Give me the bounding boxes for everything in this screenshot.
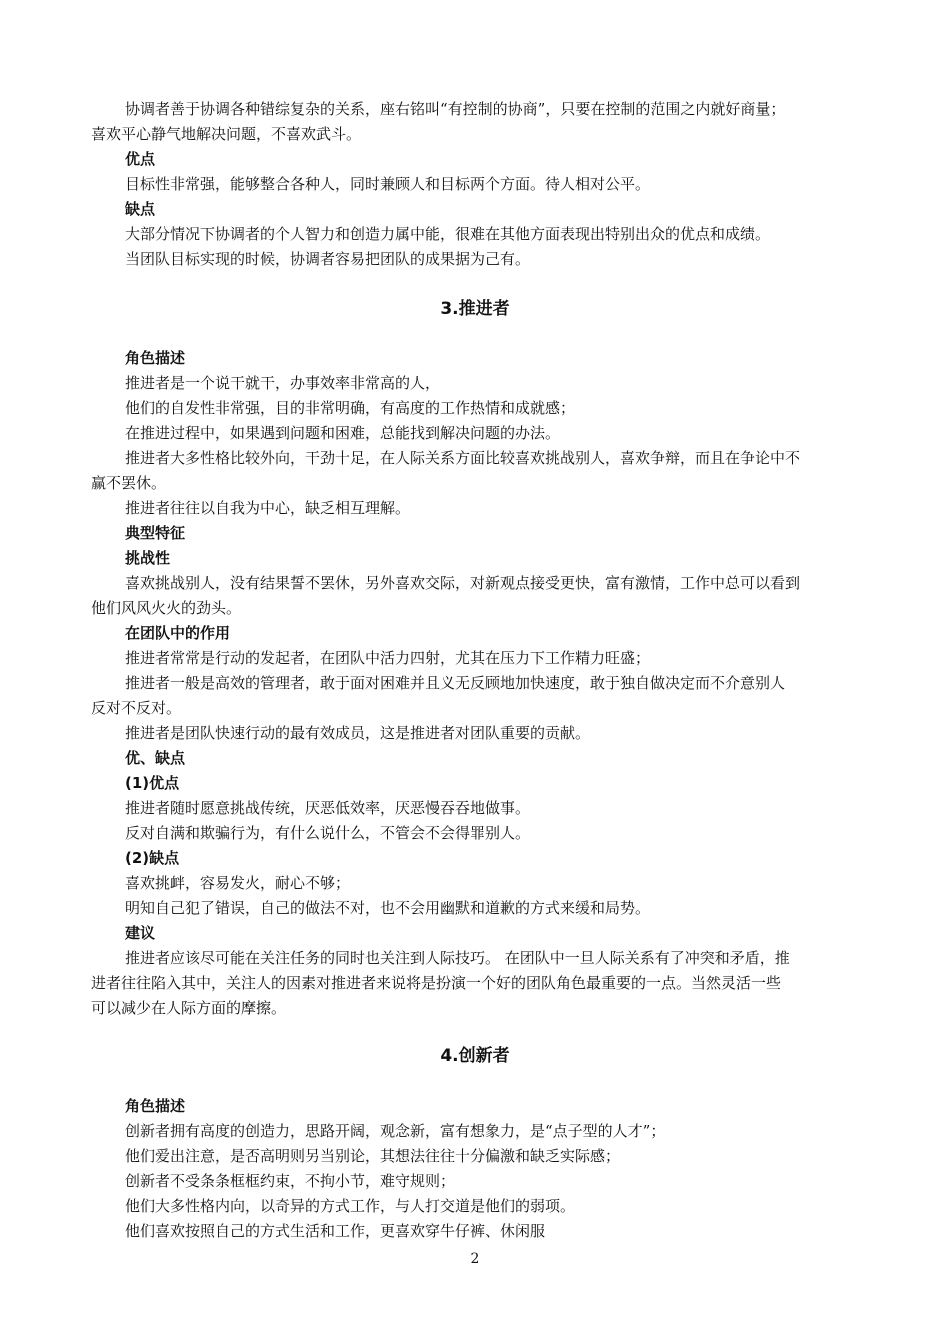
- paragraph: 推进者是团队快速行动的最有效成员，这是推进者对团队重要的贡献。: [125, 724, 591, 742]
- paragraph: 创新者拥有高度的创造力，思路开阔，观念新，富有想象力，是“点子型的人才”；: [125, 1122, 666, 1140]
- paragraph: 推进者常常是行动的发起者，在团队中活力四射，尤其在压力下工作精力旺盛；: [125, 649, 651, 667]
- paragraph: 推进者往往以自我为中心，缺乏相互理解。: [125, 499, 411, 517]
- paragraph-continuation: 可以减少在人际方面的摩擦。: [91, 999, 287, 1017]
- heading-pros-cons: 优、缺点: [125, 749, 186, 767]
- paragraph: 推进者应该尽可能在关注任务的同时也关注到人际技巧。 在团队中一旦人际关系有了冲突和矛盾，推: [125, 949, 790, 967]
- heading-cons: (2)缺点: [125, 849, 180, 867]
- paragraph: 反对自满和欺骗行为，有什么说什么，不管会不会得罪别人。: [125, 824, 531, 842]
- paragraph-continuation: 喜欢平心静气地解决问题，不喜欢武斗。: [91, 125, 362, 143]
- section-title: 3.推进者: [440, 299, 510, 319]
- heading-advice: 建议: [125, 924, 156, 942]
- section-title: 4.创新者: [440, 1046, 510, 1066]
- paragraph: 在推进过程中，如果遇到问题和困难，总能找到解决问题的办法。: [125, 424, 561, 442]
- paragraph-continuation: 赢不罢休。: [91, 474, 167, 492]
- paragraph: 他们喜欢按照自己的方式生活和工作，更喜欢穿牛仔裤、休闲服: [125, 1222, 546, 1240]
- paragraph: 明知自己犯了错误，自己的做法不对，也不会用幽默和道歉的方式来缓和局势。: [125, 899, 651, 917]
- paragraph: 推进者随时愿意挑战传统，厌恶低效率，厌恶慢吞吞地做事。: [125, 799, 531, 817]
- heading-challenge: 挑战性: [125, 549, 171, 567]
- paragraph-continuation: 进者往往陷入其中，关注人的因素对推进者来说将是扮演一个好的团队角色最重要的一点。当然灵活一些: [91, 974, 782, 992]
- paragraph: 他们大多性格内向，以奇异的方式工作，与人打交道是他们的弱项。: [125, 1197, 576, 1215]
- paragraph: 协调者善于协调各种错综复杂的关系，座右铭叫“有控制的协商”，只要在控制的范围之内就好商量；: [125, 100, 786, 118]
- heading-cons: 缺点: [125, 200, 156, 218]
- paragraph: 他们爱出注意，是否高明则另当别论，其想法往往十分偏激和缺乏实际感；: [125, 1147, 621, 1165]
- page-number: 2: [470, 1251, 480, 1267]
- heading-pros: (1)优点: [125, 774, 180, 792]
- paragraph-continuation: 他们风风火火的劲头。: [91, 599, 242, 617]
- paragraph: 推进者大多性格比较外向，干劲十足，在人际关系方面比较喜欢挑战别人，喜欢争辩，而且在争论中不: [125, 449, 801, 467]
- heading-typical-traits: 典型特征: [125, 524, 186, 542]
- paragraph: 大部分情况下协调者的个人智力和创造力属中能，很难在其他方面表现出特别出众的优点和成绩。: [125, 225, 771, 243]
- paragraph: 他们的自发性非常强，目的非常明确，有高度的工作热情和成就感；: [125, 399, 576, 417]
- paragraph-continuation: 反对不反对。: [91, 699, 182, 717]
- paragraph: 创新者不受条条框框约束，不拘小节，难守规则；: [125, 1172, 456, 1190]
- paragraph: 目标性非常强，能够整合各种人，同时兼顾人和目标两个方面。待人相对公平。: [125, 175, 651, 193]
- paragraph: 推进者一般是高效的管理者，敢于面对困难并且义无反顾地加快速度，敢于独自做决定而不介意别人: [125, 674, 786, 692]
- paragraph: 喜欢挑战别人，没有结果誓不罢休，另外喜欢交际，对新观点接受更快，富有激情，工作中总可以看到: [125, 574, 801, 592]
- heading-role-description: 角色描述: [125, 349, 186, 367]
- paragraph: 推进者是一个说干就干，办事效率非常高的人，: [125, 374, 441, 392]
- heading-role-description: 角色描述: [125, 1097, 186, 1115]
- heading-pros: 优点: [125, 150, 156, 168]
- paragraph: 当团队目标实现的时候，协调者容易把团队的成果据为己有。: [125, 250, 531, 268]
- heading-role-in-team: 在团队中的作用: [125, 624, 231, 642]
- paragraph: 喜欢挑衅，容易发火，耐心不够；: [125, 874, 351, 892]
